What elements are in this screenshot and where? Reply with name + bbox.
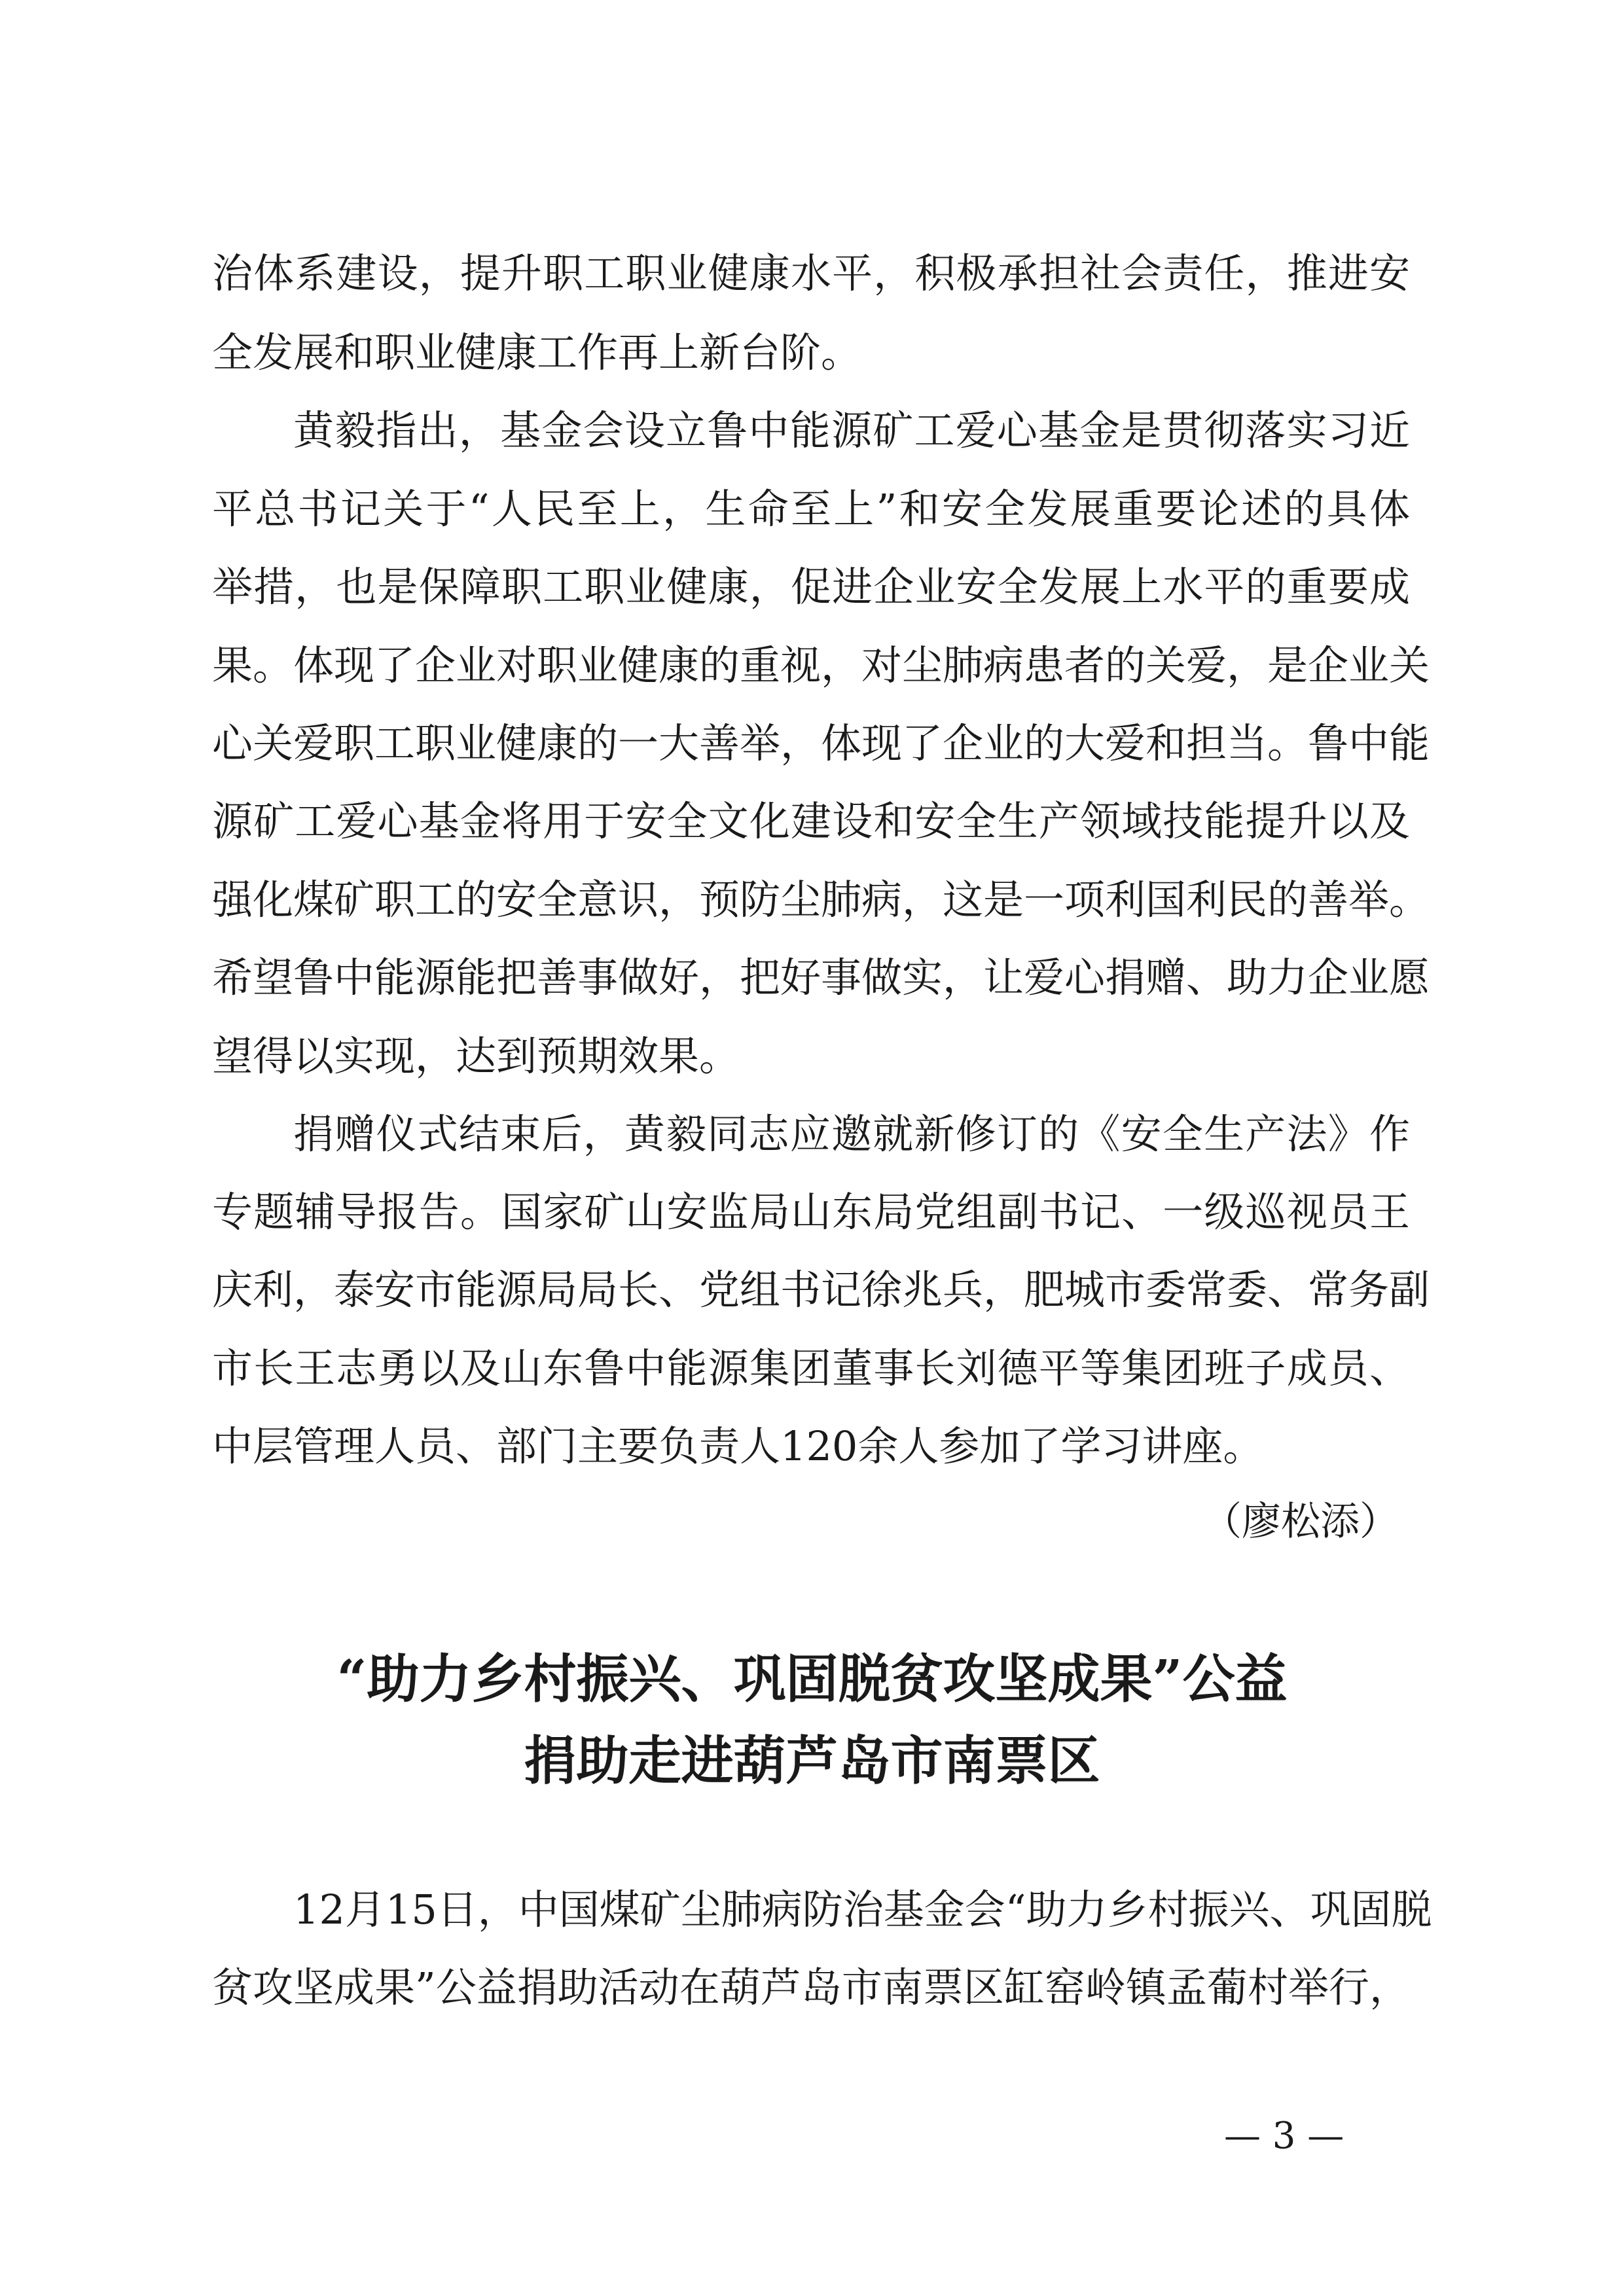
author-byline: （廖松添） xyxy=(1202,1499,1399,1545)
body-line: 庆利，泰安市能源局局长、党组书记徐兆兵，肥城市委常委、常务副 xyxy=(212,1266,1430,1314)
body-line: 贫攻坚成果”公益捐助活动在葫芦岛市南票区缸窑岭镇孟葡村举行， xyxy=(212,1964,1410,2011)
paragraph-start-line: 12月15日，中国煤矿尘肺病防治基金会“助力乡村振兴、巩固脱 xyxy=(293,1886,1432,1933)
body-line: 希望鲁中能源能把善事做好，把好事做实，让爱心捐赠、助力企业愿 xyxy=(212,954,1430,1001)
page-number: — 3 — xyxy=(1224,2115,1344,2157)
body-line: 市长王志勇以及山东鲁中能源集团董事长刘德平等集团班子成员、 xyxy=(212,1344,1410,1392)
paragraph-start-line: 捐赠仪式结束后，黄毅同志应邀就新修订的《安全生产法》作 xyxy=(293,1110,1410,1158)
body-line: 源矿工爱心基金将用于安全文化建设和安全生产领域技能提升以及 xyxy=(212,797,1410,845)
body-line: 望得以实现，达到预期效果。 xyxy=(212,1032,740,1080)
article-title-line-2: 捐助走进葫芦岛市南票区 xyxy=(524,1730,1100,1791)
article-title-line-1: “助力乡村振兴、巩固脱贫攻坚成果”公益 xyxy=(336,1648,1288,1710)
body-line: 全发展和职业健康工作再上新台阶。 xyxy=(212,329,862,376)
paragraph-start-line: 黄毅指出，基金会设立鲁中能源矿工爱心基金是贯彻落实习近 xyxy=(293,406,1410,454)
body-line: 治体系建设，提升职工职业健康水平，积极承担社会责任，推进安 xyxy=(212,249,1410,297)
body-line: 心关爱职工职业健康的一大善举，体现了企业的大爱和担当。鲁中能 xyxy=(212,719,1430,767)
body-line: 平总书记关于“人民至上，生命至上”和安全发展重要论述的具体 xyxy=(212,485,1410,533)
body-line: 举措，也是保障职工职业健康，促进企业安全发展上水平的重要成 xyxy=(212,563,1410,611)
body-line: 中层管理人员、部门主要负责人120余人参加了学习讲座。 xyxy=(212,1422,1264,1470)
body-line: 果。体现了企业对职业健康的重视，对尘肺病患者的关爱，是企业关 xyxy=(212,641,1430,689)
body-line: 专题辅导报告。国家矿山安监局山东局党组副书记、一级巡视员王 xyxy=(212,1188,1410,1236)
body-line: 强化煤矿职工的安全意识，预防尘肺病，这是一项利国利民的善举。 xyxy=(212,876,1430,924)
